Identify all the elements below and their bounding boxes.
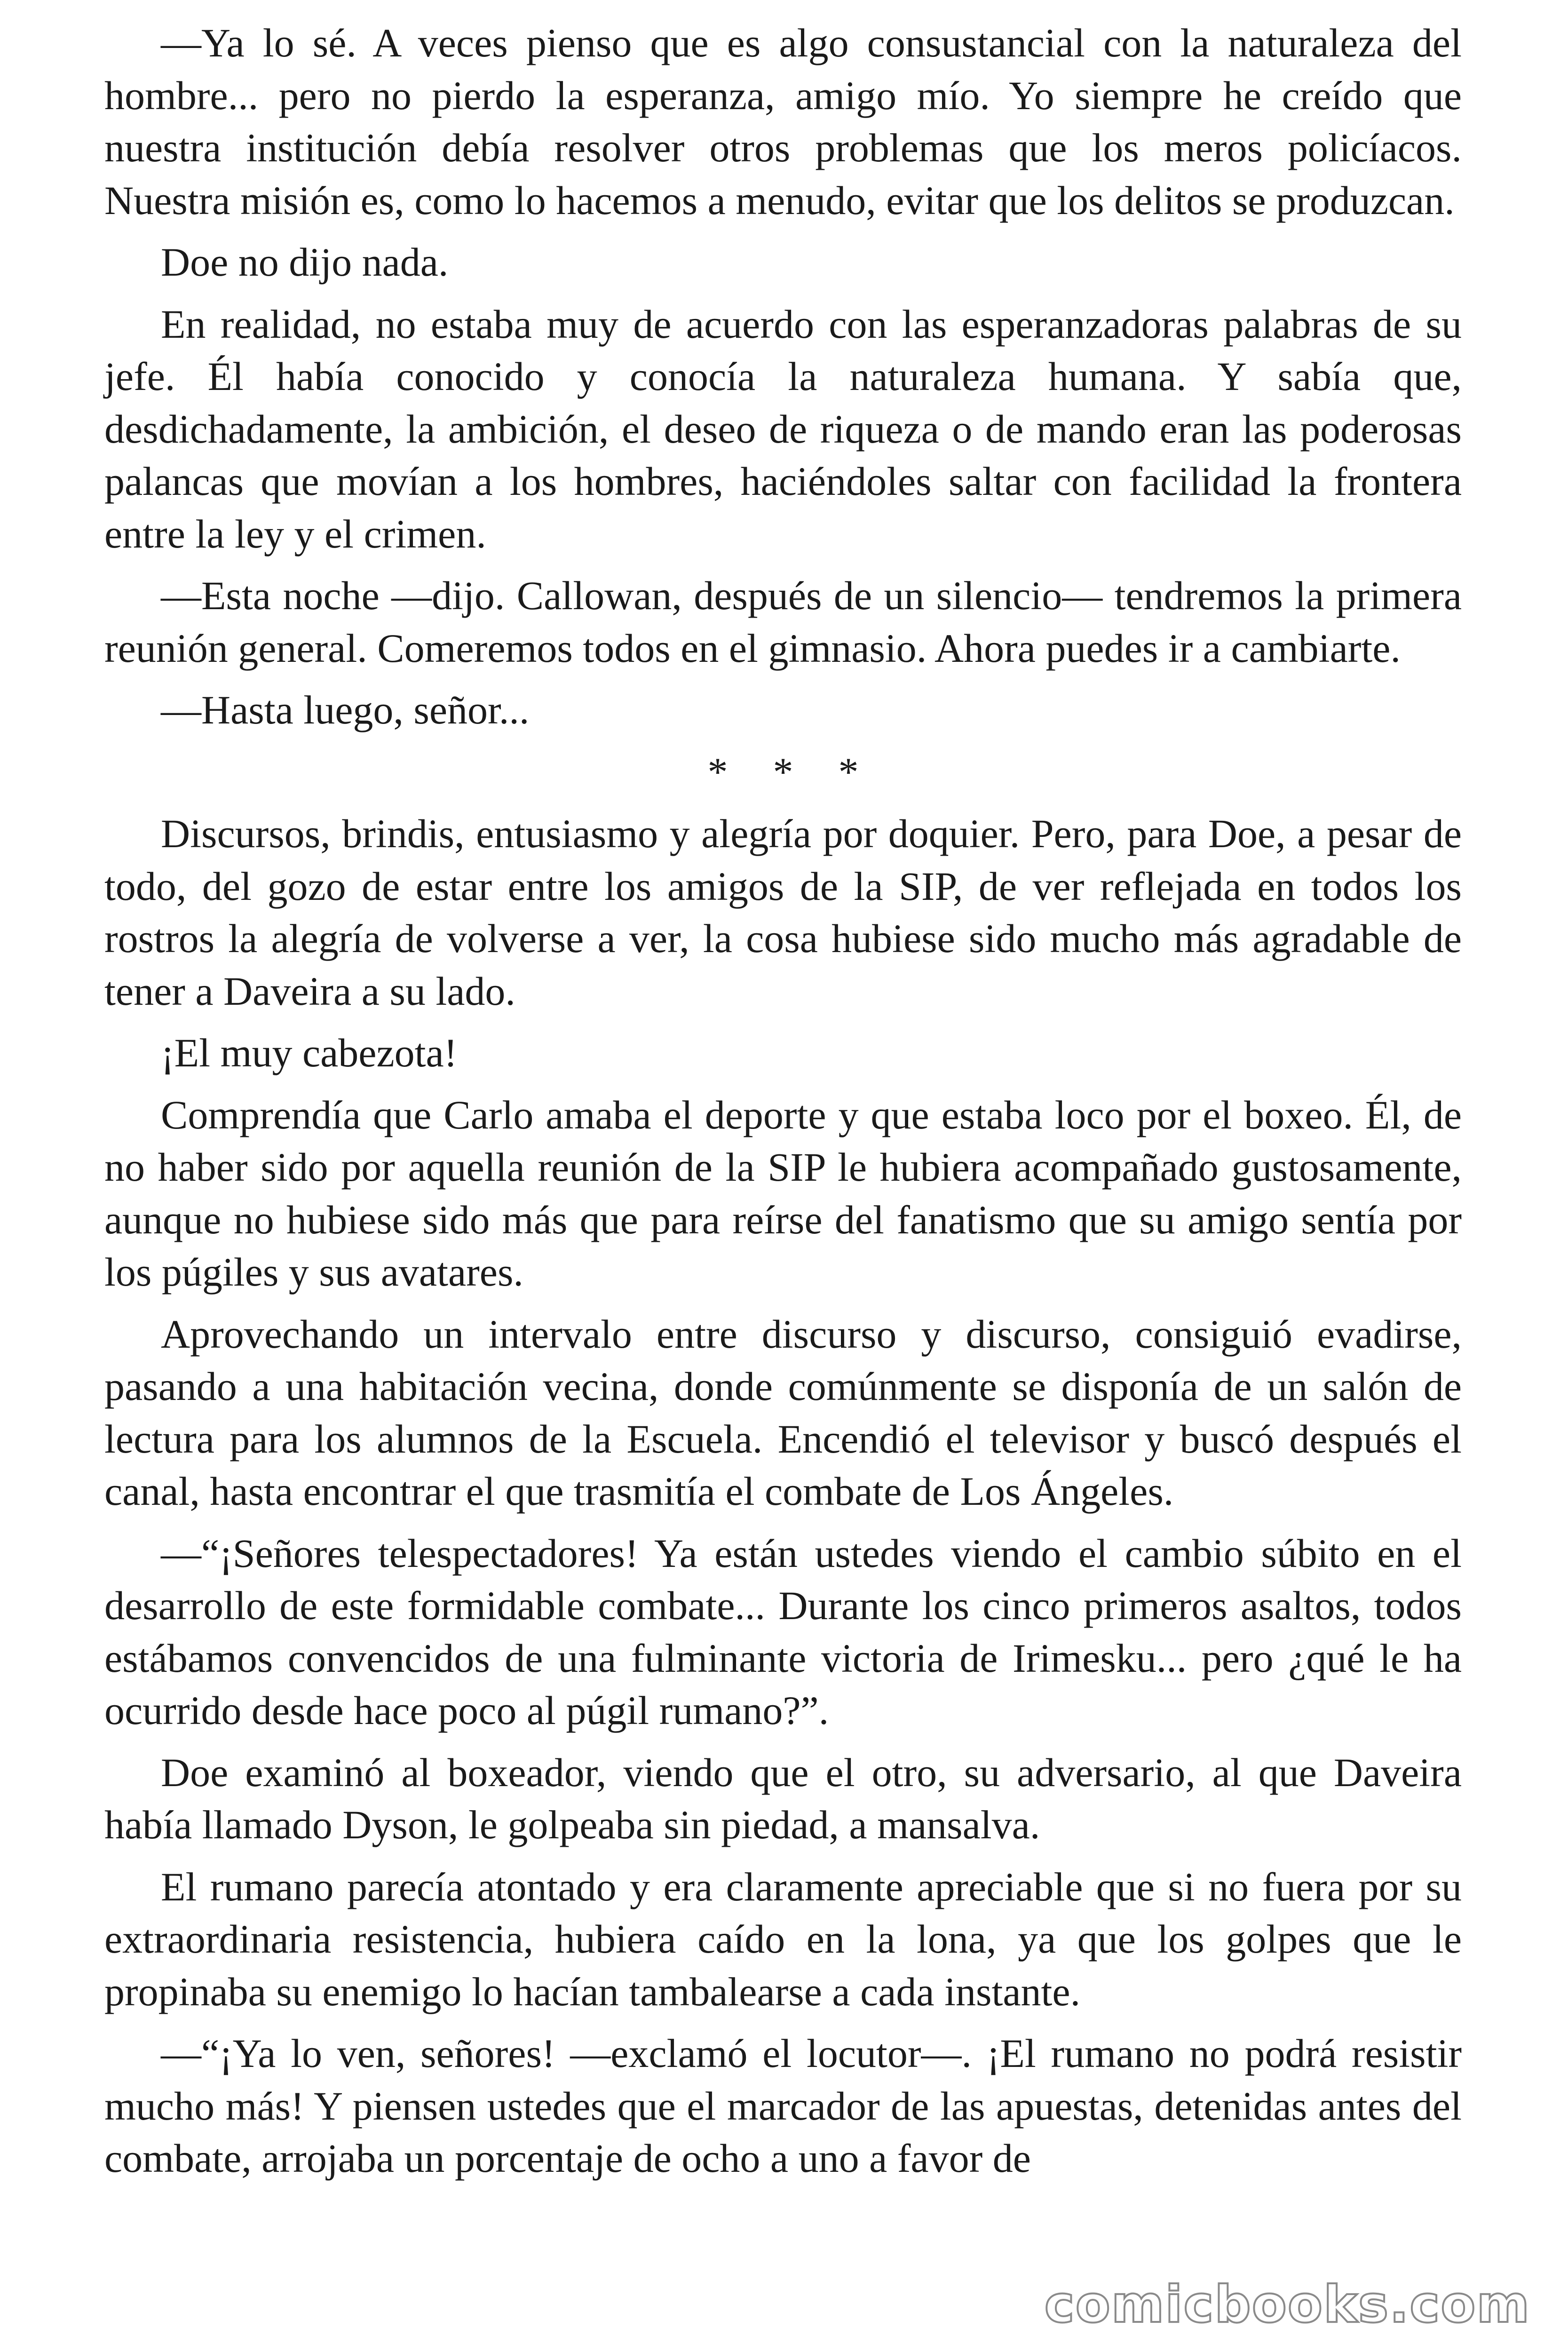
- watermark-logo: comicbooks.com: [1044, 2275, 1530, 2334]
- paragraph: El rumano parecía atontado y era claramente apreciable que si no fuera por su extraordinaria resistencia, hubiera caído en la lona, ya que los golpes que le propinaba su enemigo lo hacían tambalearse a cada instante.: [104, 1864, 1462, 2014]
- paragraph: Comprendía que Carlo amaba el deporte y que estaba loco por el boxeo. Él, de no haber sido por aquella reunión de la SIP le hubiera acompañado gustosamente, aunque no hubiese sido más que para reírse del fanatismo que su amigo sentía por los púgiles y sus avatares.: [104, 1092, 1462, 1295]
- paragraph: —“¡Señores telespectadores! Ya están ustedes viendo el cambio súbito en el desarrollo de este formidable combate... Durante los cinco primeros asaltos, todos estábamos convencidos de una fulminante victoria de Irimesku... pero ¿qué le ha ocurrido desde hace poco al púgil rumano?”.: [104, 1530, 1462, 1733]
- asterisk: *: [773, 749, 793, 795]
- paragraph: —Hasta luego, señor...: [161, 687, 530, 732]
- book-page: [104, 17, 1462, 2194]
- asterisk: *: [838, 749, 859, 795]
- paragraph: Doe no dijo nada.: [161, 239, 449, 285]
- paragraph: —“¡Ya lo ven, señores! —exclamó el locutor—. ¡El rumano no podrá resistir mucho más! Y piensen ustedes que el marcador de las apuestas, detenidas antes del combate, arrojaba un porcentaje de ocho a uno a favor de: [104, 2031, 1462, 2181]
- paragraph: ¡El muy cabezota!: [161, 1030, 458, 1075]
- paragraph: Discursos, brindis, entusiasmo y alegría por doquier. Pero, para Doe, a pesar de todo, del gozo de estar entre los amigos de la SIP, de ver reflejada en todos los rostros la alegría de volverse a ver, la cosa hubiese sido mucho más agradable de tener a Daveira a su lado.: [104, 811, 1462, 1014]
- paragraph: En realidad, no estaba muy de acuerdo con las esperanzadoras palabras de su jefe. Él había conocido y conocía la naturaleza humana. Y sabía que, desdichadamente, la ambición, el deseo de riqueza o de mando eran las poderosas palancas que movían a los hombres, haciéndoles saltar con facilidad la frontera entre la ley y el crimen.: [104, 301, 1462, 556]
- paragraph: —Esta noche —dijo. Callowan, después de un silencio— tendremos la primera reunión general. Comeremos todos en el gimnasio. Ahora puedes ir a cambiarte.: [104, 573, 1462, 671]
- asterisk: *: [707, 749, 728, 795]
- paragraph: —Ya lo sé. A veces pienso que es algo consustancial con la naturaleza del hombre... pero no pierdo la esperanza, amigo mío. Yo siempre he creído que nuestra institución debía resolver otros problemas que los meros policíacos. Nuestra misión es, como lo hacemos a menudo, evitar que los delitos se produzcan.: [104, 20, 1462, 223]
- paragraph: Doe examinó al boxeador, viendo que el otro, su adversario, al que Daveira había llamado Dyson, le golpeaba sin piedad, a mansalva.: [104, 1749, 1462, 1847]
- scene-break: [104, 746, 1462, 799]
- paragraph: Aprovechando un intervalo entre discurso y discurso, consiguió evadirse, pasando a una habitación vecina, donde comúnmente se disponía de un salón de lectura para los alumnos de la Escuela. Encendió el televisor y buscó después el canal, hasta encontrar el que trasmitía el combate de Los Ángeles.: [104, 1311, 1462, 1514]
